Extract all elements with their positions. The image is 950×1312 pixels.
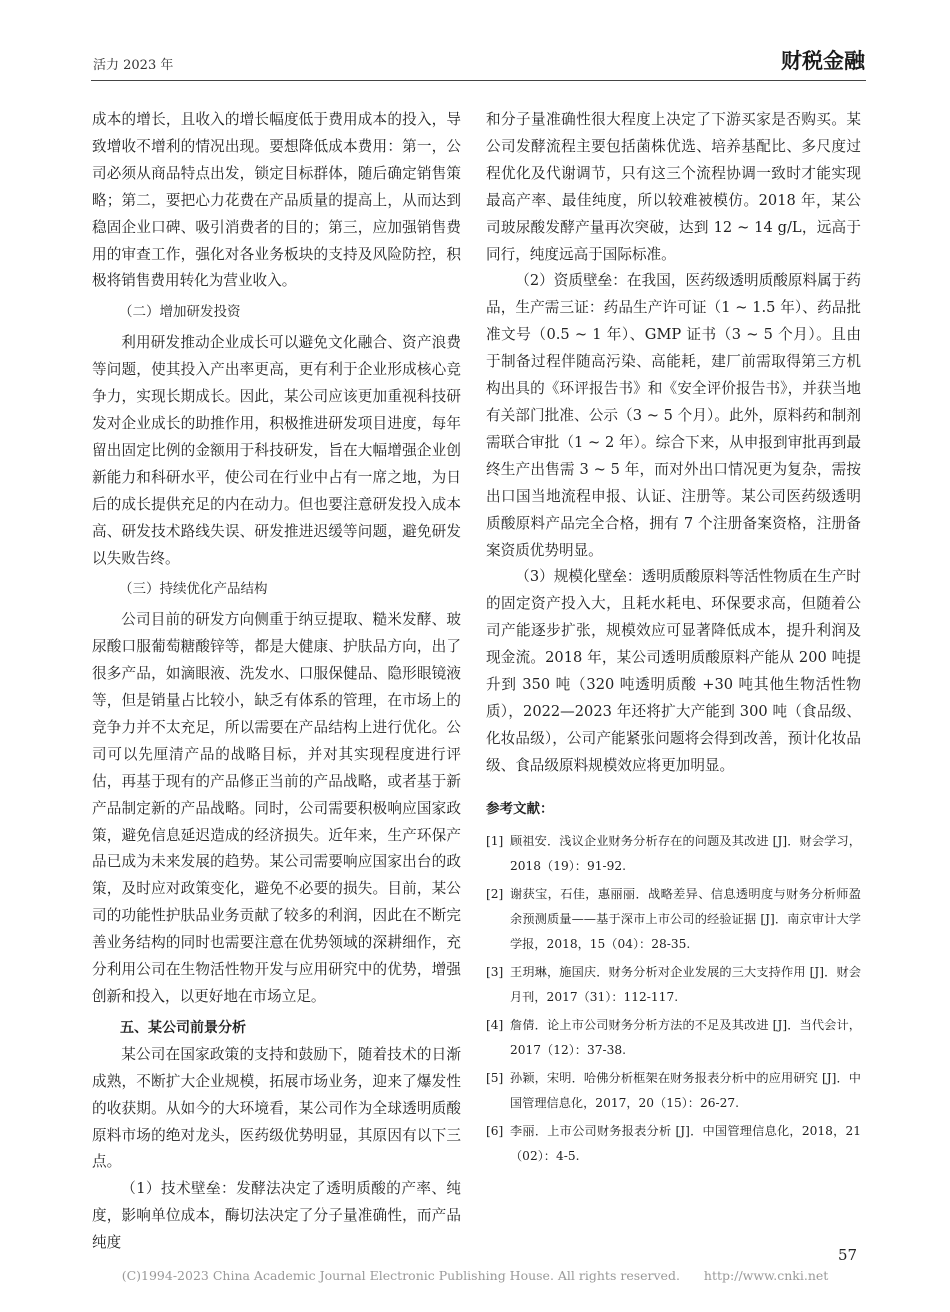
reference-text: 顾祖安．浅议企业财务分析存在的问题及其改进 [J]．财会学习，2018（19）：91-92. <box>510 833 861 873</box>
reference-text: 谢获宝，石佳，惠丽丽．战略差异、信息透明度与财务分析师盈余预测质量——基于深市上市公司的经验证据 [J]．南京审计大学学报，2018，15（04）：28-35. <box>510 886 861 951</box>
footer-copyright: (C)1994-2023 China Academic Journal Electronic Publishing House. All rights reserved. <box>121 1268 680 1283</box>
running-header-journal: 活力 2023 年 <box>93 58 174 73</box>
reference-number: [6] <box>486 1123 504 1138</box>
footer-url[interactable]: http://www.cnki.net <box>703 1268 829 1283</box>
paragraph: 成本的增长，且收入的增长幅度低于费用成本的投入，导致增收不增利的情况出现。要想降低成本费用：第一，公司必须从商品特点出发，锁定目标群体，随后确定销售策略；第二，要把心力花费在产品质量的提高上，从而达到稳固企业口碑、吸引消费者的目的；第三，应加强销售费用的审查工作，强化对各业务板块的支持及风险防控，积极将销售费用转化为营业收入。 <box>92 111 461 290</box>
page-number: 57 <box>838 1246 858 1264</box>
reference-number: [3] <box>486 964 504 979</box>
paragraph: （1）技术壁垒：发酵法决定了透明质酸的产率、纯度，影响单位成本，酶切法决定了分子量准确性，而产品纯度 <box>92 1180 461 1252</box>
reference-number: [1] <box>486 833 504 848</box>
paragraph: 利用研发推动企业成长可以避免文化融合、资产浪费等问题，使其投入产出率更高，更有利于企业形成核心竞争力，实现长期成长。因此，某公司应该更加重视科技研发对企业成长的助推作用，积极推进研发项目进度，每年留出固定比例的金额用于科技研发，旨在大幅增强企业创新能力和科研水平，使公司在行业中占有一席之地，为日后的成长提供充足的内在动力。但也要注意研发投入成本高、研发技术路线失误、研发推进迟缓等问题，避免研发以失败告终。 <box>92 334 461 567</box>
reference-number: [2] <box>486 886 504 901</box>
reference-text: 孙颖，宋明．哈佛分析框架在财务报表分析中的应用研究 [J]．中国管理信息化，2017，20（15）：26-27. <box>510 1070 861 1110</box>
reference-item <box>486 1013 861 1063</box>
right-column <box>486 107 861 1172</box>
paragraph: （3）规模化壁垒：透明质酸原料等活性物质在生产时的固定资产投入大，且耗水耗电、环保要求高，但随着公司产能逐步扩张，规模效应可显著降低成本，提升利润及现金流。2018 年，某公司透明质酸原料产能从 200 吨提升到 350 吨（320 吨透明质酸 +30 吨其他生物活性物质），2022—2023 年还将扩大产能到 300 吨（食品级、化妆品级），公司产能紧张问题将会得到改善，预计化妆品级、食品级原料规模效应将更加明显。 <box>486 568 861 774</box>
reference-item <box>486 882 861 957</box>
reference-item <box>486 1066 861 1116</box>
subsection-heading: （三）持续优化产品结构 <box>119 581 268 598</box>
reference-text: 李丽．上市公司财务报表分析 [J]．中国管理信息化，2018，21（02）：4-5. <box>510 1123 861 1163</box>
references-title: 参考文献： <box>486 800 554 817</box>
paragraph: （2）资质壁垒：在我国，医药级透明质酸原料属于药品，生产需三证：药品生产许可证（1 ~ 1.5 年）、药品批准文号（0.5 ~ 1 年）、GMP 证书（3 ~ 5 个月）。且由于制备过程伴随高污染、高能耗，建厂前需取得第三方机构出具的《环评报告书》和《安全评价报告书》，并获当地有关部门批准、公示（3 ~ 5 个月）。此外，原料药和制剂需联合审批（1 ~ 2 年）。综合下来，从申报到审批再到最终生产出售需 3 ~ 5 年，而对外出口情况更为复杂，需按出口国当地流程申报、认证、注册等。某公司医药级透明质酸原料产品完全合格，拥有 7 个注册备案资格，注册备案资质优势明显。 <box>486 272 861 559</box>
reference-item <box>486 1119 861 1169</box>
left-column <box>92 107 461 1257</box>
reference-text: 詹倩．论上市公司财务分析方法的不足及其改进 [J]．当代会计，2017（12）：37-38. <box>510 1017 861 1057</box>
subsection-heading: （二）增加研发投资 <box>119 304 241 321</box>
reference-number: [4] <box>486 1017 504 1032</box>
reference-list <box>486 829 861 1169</box>
reference-item <box>486 829 861 879</box>
section-heading: 五、某公司前景分析 <box>120 1019 246 1036</box>
paragraph: 和分子量准确性很大程度上决定了下游买家是否购买。某公司发酵流程主要包括菌株优选、培养基配比、多尺度过程优化及代谢调节，只有这三个流程协调一致时才能实现最高产率、最佳纯度，所以较难被模仿。2018 年，某公司玻尿酸发酵产量再次突破，达到 12 ~ 14 g/L，远高于同行，纯度远高于国际标准。 <box>486 111 861 263</box>
reference-text: 王玥琳，施国庆．财务分析对企业发展的三大支持作用 [J]．财会月刊，2017（31）：112-117. <box>510 964 861 1004</box>
paragraph: 某公司在国家政策的支持和鼓励下，随着技术的日渐成熟，不断扩大企业规模，拓展市场业务，迎来了爆发性的收获期。从如今的大环境看，某公司作为全球透明质酸原料市场的绝对龙头，医药级优势明显，其原因有以下三点。 <box>92 1045 461 1171</box>
footer <box>0 1268 950 1283</box>
reference-number: [5] <box>486 1070 504 1085</box>
reference-item <box>486 960 861 1010</box>
running-header-section: 财税金融 <box>781 49 865 73</box>
paragraph: 公司目前的研发方向侧重于纳豆提取、糙米发酵、玻尿酸口服葡萄糖酸锌等，都是大健康、护肤品方向，出了很多产品，如滴眼液、洗发水、口服保健品、隐形眼镜液等，但是销量占比较小，缺乏有体系的管理，在市场上的竞争力并不太充足，所以需要在产品结构上进行优化。公司可以先厘清产品的战略目标，并对其实现程度进行评估，再基于现有的产品修正当前的产品战略，或者基于新产品制定新的产品战略。同时，公司需要积极响应国家政策，避免信息延迟造成的经济损失。近年来，生产环保产品已成为未来发展的趋势。某公司需要响应国家出台的政策，及时应对政策变化，避免不必要的损失。目前，某公司的功能性护肤品业务贡献了较多的利润，因此在不断完善业务结构的同时也需要注意在优势领域的深耕细作，充分利用公司在生物活性物开发与应用研究中的优势，增强创新和投入，以更好地在市场立足。 <box>92 611 461 1005</box>
header-rule <box>91 80 866 81</box>
